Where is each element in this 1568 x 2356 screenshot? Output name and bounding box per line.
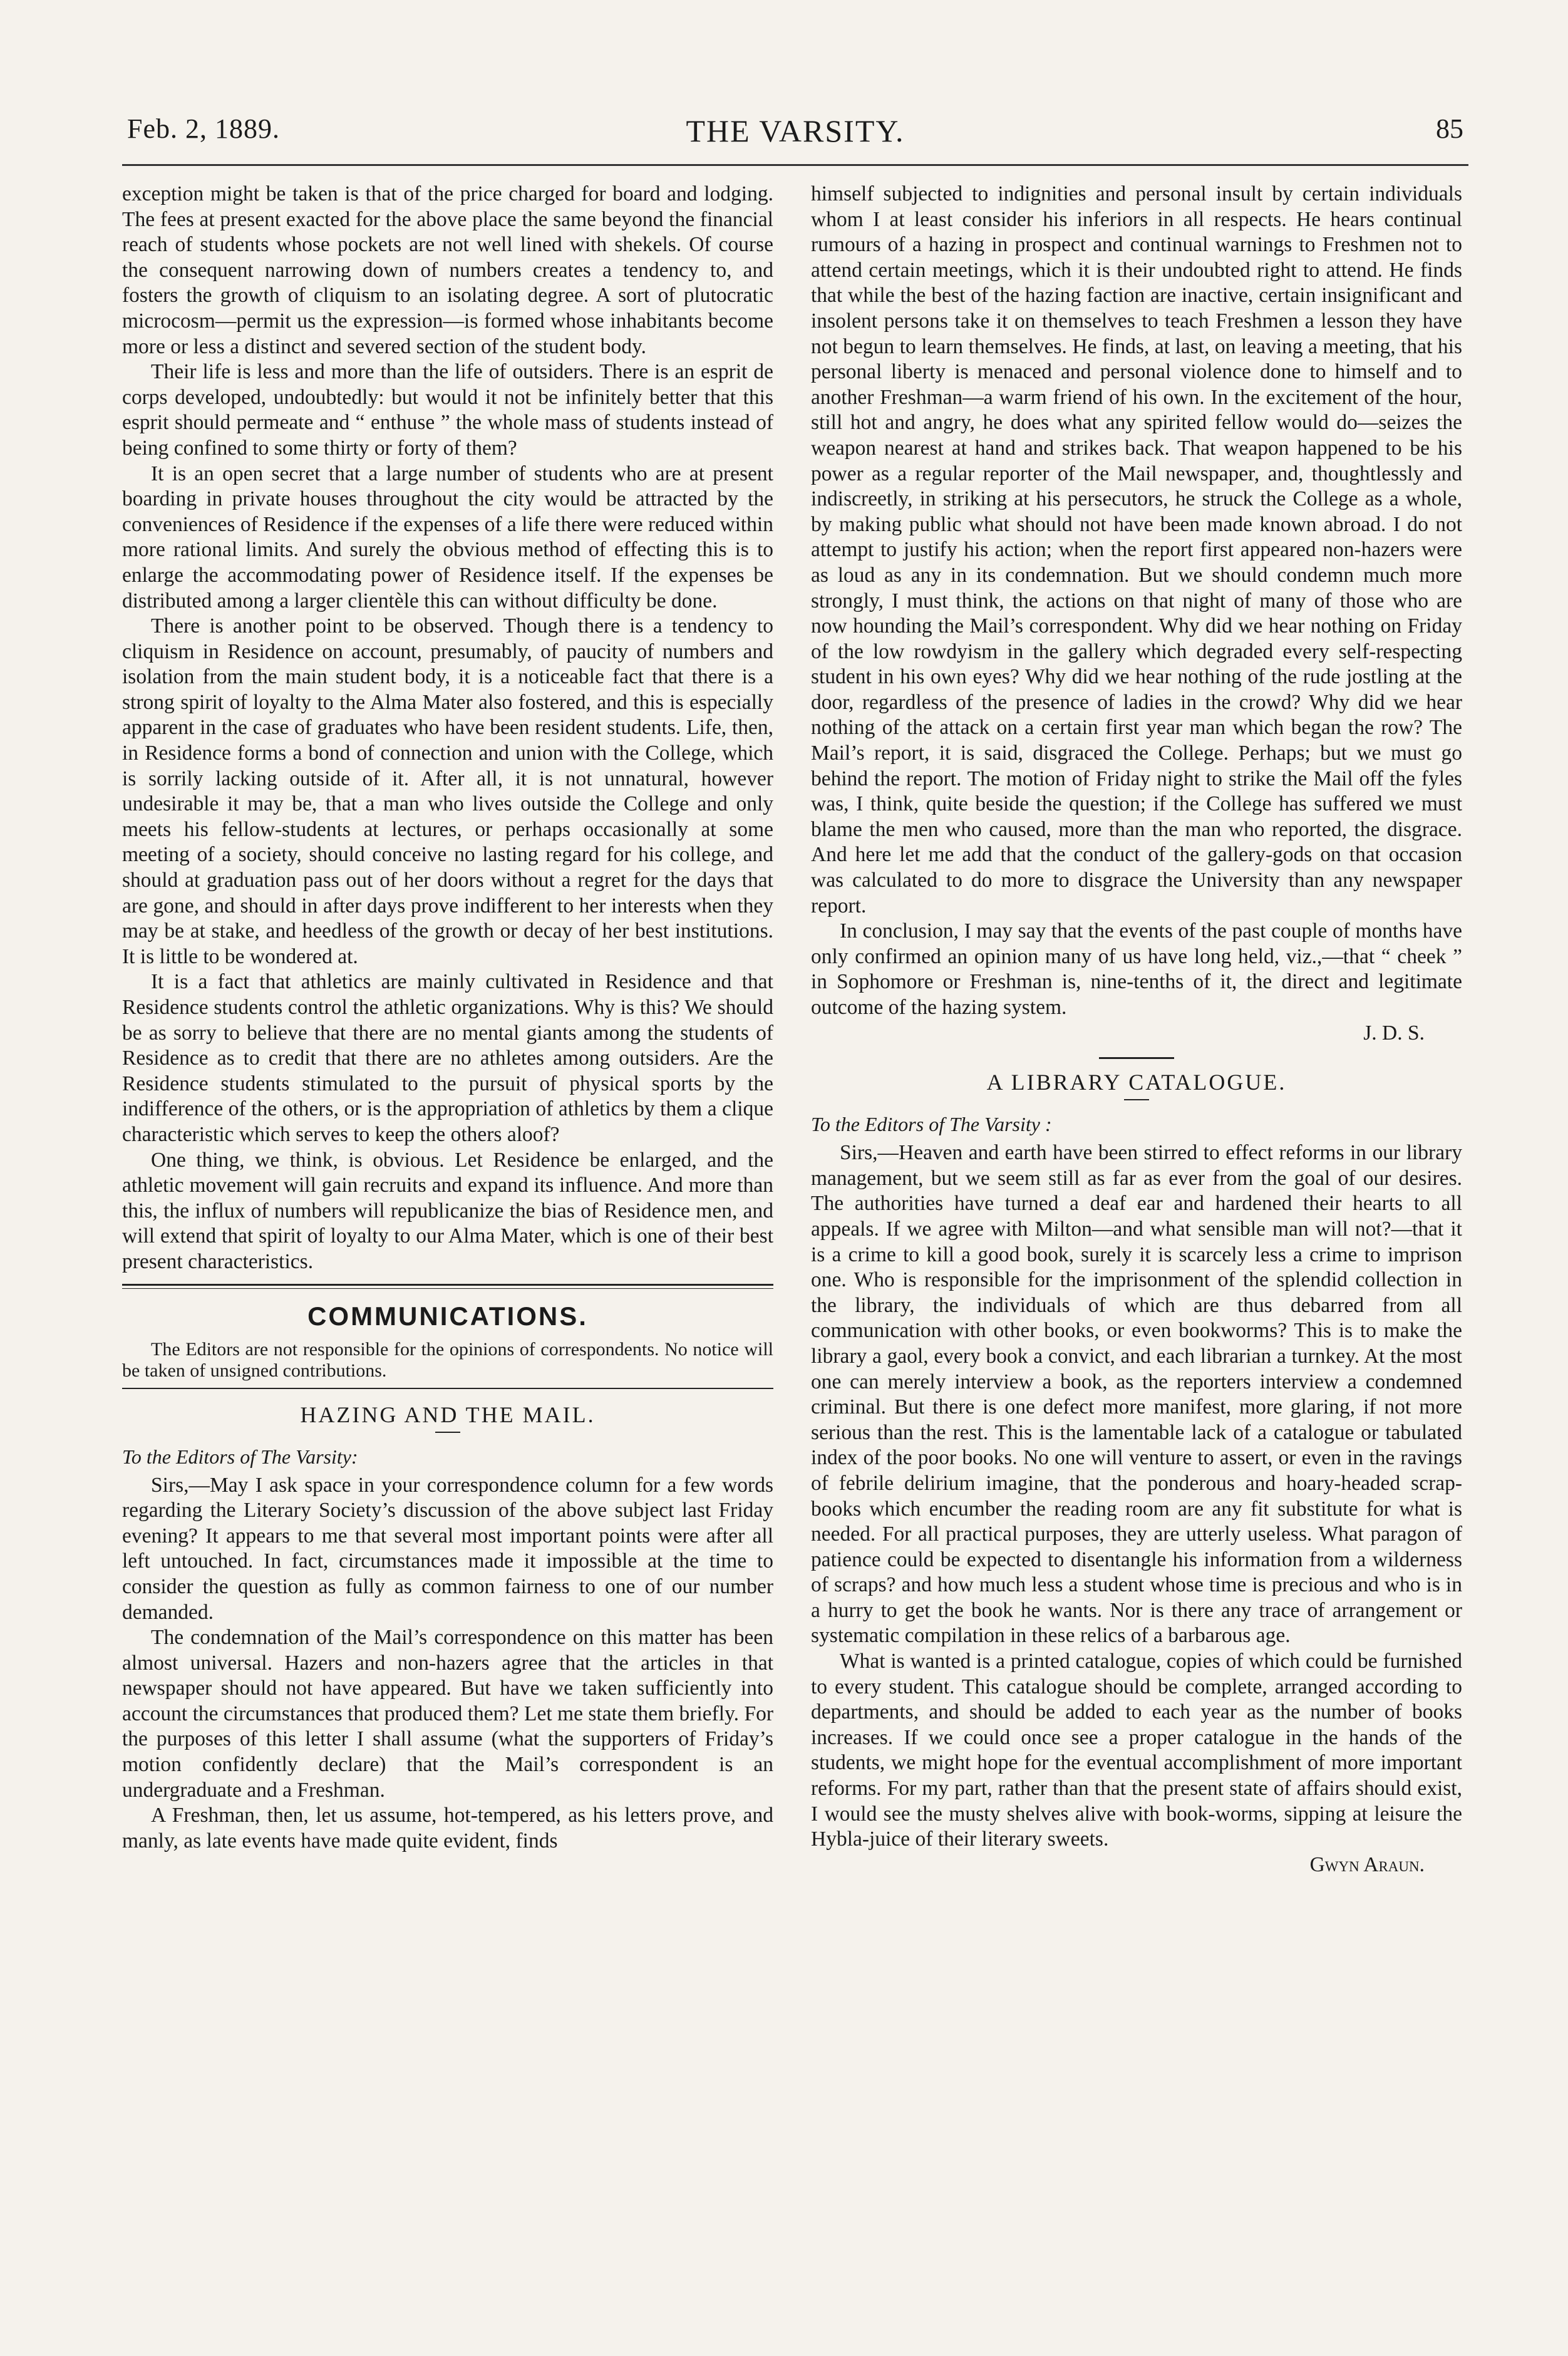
- library-signature: Gwyn Araun.: [1309, 1852, 1425, 1876]
- hazing-paragraph: himself subjected to indignities and personal insult by certain individuals whom I at least consider his inferiors in all respects. He hears continual rumours of a hazing in prospect and continual warnings to Freshmen not to attend certain meetings, which it is their undoubted right to attend. He finds that while the best of the hazing faction are inactive, certain insignificant and insolent persons take it on themselves to teach Freshmen a lesson they have not begun to learn themselves. He finds, at last, on leaving a meeting, that his personal liberty is menaced and personal violence done to himself and to another Freshman—a warm friend of his own. In the excitement of the hour, still hot and angry, he does what any spirited fellow would do—seizes the weapon nearest at hand and strikes back. That weapon happened to be his power as a regular reporter of the Mail newspaper, and, thoughtlessly and indiscreetly, in striking at his persecutors, he struck the College as a whole, by making public what should not have been made known abroad. I do not attempt to justify his action; when the report first appeared non-hazers were as loud as any in its condemnation. But we should condemn much more strongly, I must think, the actions on that night of many of those who are now hounding the Mail’s correspondent. Why did we hear nothing on Friday of the low rowdyism in the gallery which degraded every self-respecting student in his own eyes? Why did we hear nothing of the rude jostling at the door, regardless of the presence of ladies in the crowd? Why did we hear nothing of the attack on a certain first year man which began the row? The Mail’s report, it is said, disgraced the College. Perhaps; but we must go behind the report. The motion of Friday night to strike the Mail off the fyles was, I think, quite beside the question; if the College has suffered we must blame the men who caused, more than the man who reported, the disgrace. And here let me add that the conduct of the gallery-gods on that occasion was calculated to do more to disgrace the University than any newspaper report.: [811, 182, 1462, 917]
- hazing-paragraph: Sirs,—May I ask space in your correspondence column for a few words regarding the Literary Society’s discussion of the above subject last Friday evening? It appears to me that several most important points were after all left untouched. In fact, circumstances made it impossible at the time to consider the question as fully as common fairness to one of our number demanded.: [122, 1473, 773, 1624]
- title-rule: [1124, 1099, 1149, 1100]
- hazing-article-title: HAZING AND THE MAIL.: [300, 1402, 596, 1427]
- editorial-paragraph: It is a fact that athletics are mainly cultivated in Residence and that Residence students control the athletic organizations. Why is this? We should be as sorry to believe that there are no mental giants among the students of Residence as to credit that there are no athletes among outsiders. Are the Residence students stimulated to the pursuit of physical sports by the indifference of the others, or is the appropriation of athletics by them a clique characteristic which serves to keep the others aloof?: [122, 970, 773, 1146]
- editorial-paragraph: One thing, we think, is obvious. Let Residence be enlarged, and the athletic movement will gain recruits and expand its influence. And more than this, the influx of numbers will republicanize the bias of Residence men, and will extend that spirit of loyalty to our Alma Mater, which is one of their best present characteristics.: [122, 1148, 773, 1273]
- title-rule: [435, 1432, 460, 1433]
- communications-disclaimer: The Editors are not responsible for the opinions of correspondents. No notice will be taken of unsigned contributions.: [122, 1338, 773, 1381]
- masthead-title: THE VARSITY.: [686, 113, 905, 148]
- library-salutation: To the Editors of The Varsity :: [811, 1113, 1052, 1136]
- right-column: [811, 182, 1462, 1878]
- library-article-title: A LIBRARY CATALOGUE.: [986, 1070, 1287, 1095]
- communications-heading: COMMUNICATIONS.: [307, 1301, 588, 1331]
- library-paragraph: Sirs,—Heaven and earth have been stirred to effect reforms in our library management, but we seem still as far as ever from the goal of our desires. The authorities have turned a deaf ear and hardened their hearts to all appeals. If we agree with Milton—and what sensible man will not?—that it is a crime to kill a good book, surely it is scarcely less a crime to imprison one. Who is responsible for the imprisonment of the splendid collection in the library, the individuals of which are thus debarred from all communication with other books, or even bookworms? This is to make the library a gaol, every book a convict, and each librarian a turnkey. At the most one can merely interview a book, as the reporters interview a condemned criminal. But there is one defect more manifest, more glaring, if not more serious than the rest. This is the lamentable lack of a catalogue or tabulated index of the poor books. No one will venture to assert, or even in the ravings of febrile delirium imagine, that the ponderous and hoary-headed scrap-books which encumber the reading room are any fit substitute for what is needed. For all practical purposes, they are utterly useless. What paragon of patience could be expected to disentangle his information from a wilderness of scraps? and how much less a student whose time is precious and who is in a hurry to get the book he wants. Nor is there any trace of arrangement or systematic compilation in these relics of a barbarous age.: [811, 1141, 1462, 1648]
- issue-date: Feb. 2, 1889.: [127, 113, 280, 144]
- header-rule: [122, 164, 1468, 166]
- library-paragraph: What is wanted is a printed catalogue, copies of which could be furnished to every student. This catalogue should be complete, arranged according to departments, and should be added to each year as the number of books increases. If we could once see a proper catalogue in the hands of the students, we might hope for the eventual accomplishment of more important reforms. For my part, rather than that the present state of affairs should exist, I would see the musty shelves alive with book-worms, sipping at leisure the Hybla-juice of their literary sweets.: [811, 1650, 1462, 1851]
- page-number: 85: [1436, 113, 1463, 144]
- hazing-paragraph: The condemnation of the Mail’s correspondence on this matter has been almost universal. Hazers and non-hazers agree that the articles in that newspaper should not have appeared. But have we taken sufficiently into account the circumstances that produced them? Let me state them briefly. For the purposes of this letter I shall assume (what the supporters of Friday’s motion confidently declare) that the Mail’s correspondent is an undergraduate and a Freshman.: [122, 1626, 773, 1802]
- left-column: [122, 182, 773, 1854]
- hazing-signature: J. D. S.: [1363, 1021, 1425, 1045]
- hazing-paragraph: A Freshman, then, let us assume, hot-tempered, as his letters prove, and manly, as late events have made quite evident, finds: [122, 1804, 773, 1852]
- editorial-paragraph: exception might be taken is that of the price charged for board and lodging. The fees at present exacted for the above place the same beyond the financial reach of students whose pockets are not well lined with shekels. Of course the consequent narrowing down of numbers creates a tendency to, and fosters the growth of cliquism to an isolating degree. A sort of plutocratic microcosm—permit us the expression—is formed whose inhabitants become more or less a distinct and severed section of the student body.: [122, 182, 773, 358]
- editorial-paragraph: It is an open secret that a large number of students who are at present boarding in private houses throughout the city would be attracted by the conveniences of Residence if the expenses of a life there were reduced within more rational limits. And surely the obvious method of effecting this is to enlarge the accommodating power of Residence itself. If the expenses be distributed among a larger clientèle this can without difficulty be done.: [122, 462, 773, 612]
- section-divider: [122, 1284, 773, 1289]
- article-divider: [1099, 1057, 1174, 1059]
- editorial-paragraph: There is another point to be observed. Though there is a tendency to cliquism in Residence on account, presumably, of paucity of numbers and isolation from the main student body, it is a noticeable fact that there is a strong spirit of loyalty to the Alma Mater also fostered, and this is especially apparent in the case of graduates who have been resident students. Life, then, in Residence forms a bond of connection and union with the College, which is sorrily lacking outside of it. After all, it is not unnatural, however undesirable it may be, that a man who lives outside the College and only meets his fellow-students at lectures, or perhaps occasionally at some meeting of a society, should conceive no lasting regard for his college, and should at graduation pass out of her doors without a regret for the days that are gone, and should in after days prove indifferent to her interests when they may be at stake, and heedless of the growth or decay of her best institutions. It is little to be wondered at.: [122, 614, 773, 968]
- hazing-paragraph: In conclusion, I may say that the events of the past couple of months have only confirmed an opinion many of us have long held, viz.,—that “ cheek ” in Sophomore or Freshman is, nine-tenths of it, the direct and legitimate outcome of the hazing system.: [811, 919, 1462, 1019]
- section-divider: [122, 1388, 773, 1389]
- page-header: [122, 113, 1468, 163]
- hazing-salutation: To the Editors of The Varsity:: [122, 1445, 358, 1468]
- editorial-paragraph: Their life is less and more than the life of outsiders. There is an esprit de corps developed, undoubtedly: but would it not be infinitely better that this esprit should permeate and “ enthuse ” the whole mass of students instead of being confined to some thirty or forty of them?: [122, 360, 773, 460]
